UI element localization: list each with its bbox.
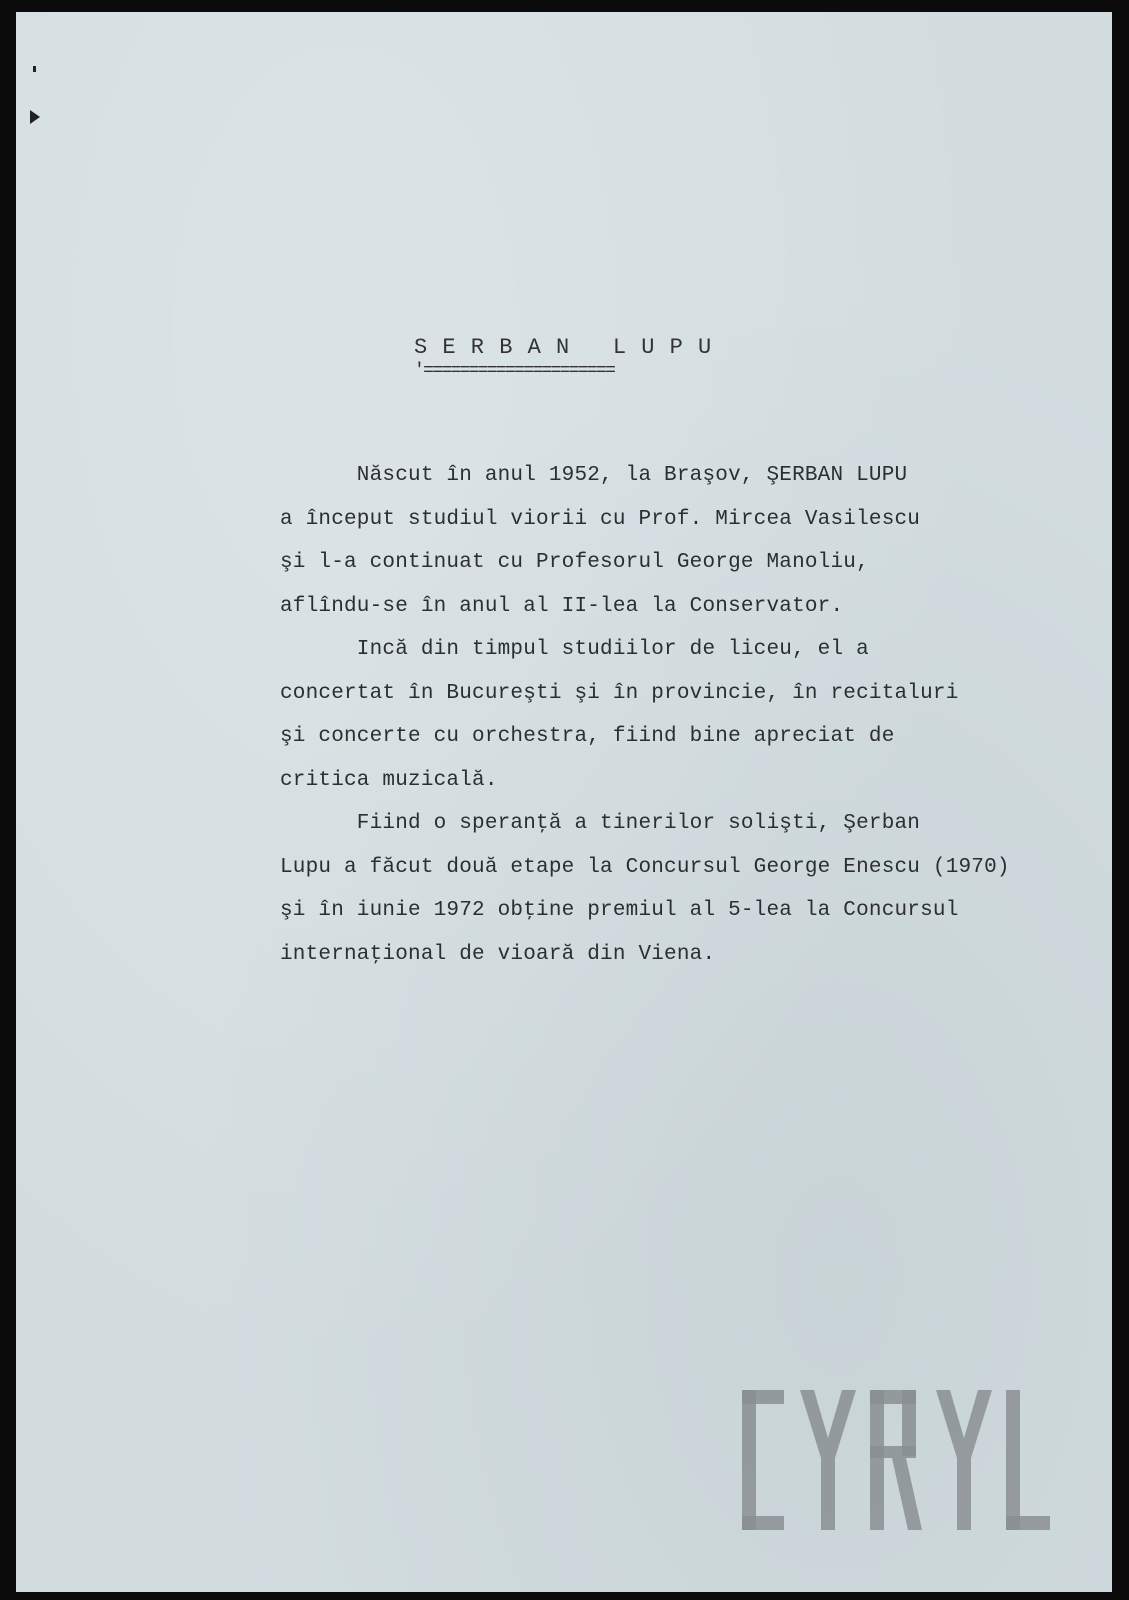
title-underline: '===================== [414,361,615,381]
text-line: Fiind o speranţă a tinerilor solişti, Şerban [280,812,921,835]
document-body [280,454,1080,976]
paper-edge-mark [33,66,36,72]
text-line: critica muzicală. [280,768,498,792]
text-line: Lupu a făcut două etape la Concursul George Enescu (1970) [280,855,1010,879]
text-line: şi l-a continuat cu Profesorul George Manoliu, [280,551,869,574]
paragraph-3 [280,802,1080,976]
text-line: şi în iunie 1972 obţine premiul al 5-lea la Concursul [280,899,959,922]
text-line: a început studiul viorii cu Prof. Mircea Vasilescu [280,507,921,531]
cyryl-watermark-logo [742,1390,1052,1530]
text-line: concertat în Bucureşti şi în provincie, în recitaluri [280,681,959,705]
paragraph-2 [280,628,1080,802]
text-line: Incă din timpul studiilor de liceu, el a [280,638,869,661]
text-line: internaţional de vioară din Viena. [280,942,716,966]
text-line: Născut în anul 1952, la Braşov, ŞERBAN LUPU [280,464,908,487]
paper-edge-notch [30,110,40,124]
text-line: aflîndu-se în anul al II-lea la Conservator. [280,594,844,618]
document-title: S E R B A N L U P U [414,335,713,360]
text-line: şi concerte cu orchestra, fiind bine apreciat de [280,725,895,748]
paragraph-1 [280,454,1080,628]
